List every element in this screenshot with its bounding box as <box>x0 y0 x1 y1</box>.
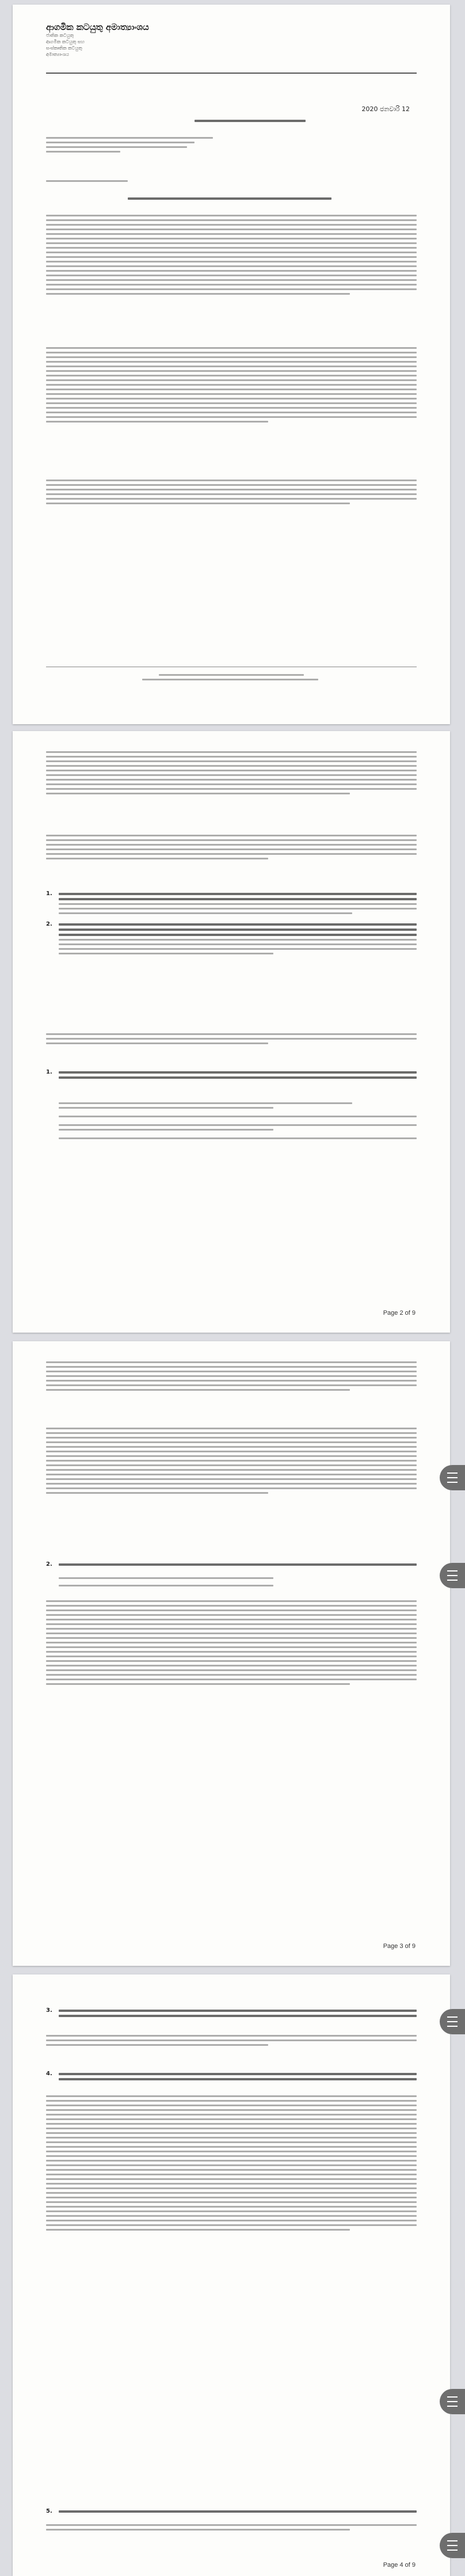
document-page-1 <box>13 5 450 724</box>
numbered-list <box>46 886 417 961</box>
section-heading-5: 5. <box>46 2504 417 2519</box>
paragraph-11 <box>46 2092 417 2233</box>
paragraph-8 <box>46 1425 417 1497</box>
paragraph-10 <box>46 2032 417 2049</box>
page-number: Page 2 of 9 <box>383 1310 416 1316</box>
paragraph-1 <box>46 212 417 298</box>
reference-block <box>46 117 417 125</box>
paragraph-5 <box>46 832 417 862</box>
scroll-handle-button[interactable] <box>440 2389 465 2414</box>
sub-items <box>59 1574 417 1589</box>
addressee-block <box>46 134 417 155</box>
letterhead-line: ආගමික කටයුතු සහ <box>46 39 85 44</box>
letter-date: 2020 ජනවාරි 12 <box>361 105 410 113</box>
section-heading-3: 3. <box>46 2003 417 2023</box>
letterhead-line: ජාතික කටයුතු <box>46 33 74 38</box>
footer-address <box>128 671 335 683</box>
scroll-handle-button[interactable] <box>440 1563 465 1588</box>
letterhead-title: ආගමික කටයුතු අමාත්‍යාංශය <box>46 22 149 32</box>
list-item: 2. <box>46 920 417 957</box>
scroll-handle-button[interactable] <box>440 1465 465 1490</box>
subject-line <box>46 195 417 203</box>
sub-items <box>59 1099 417 1142</box>
page-number: Page 4 of 9 <box>383 2562 416 2569</box>
document-page-3 <box>13 1341 450 1966</box>
letterhead <box>46 22 219 58</box>
paragraph-2 <box>46 344 417 425</box>
scroll-handle-button[interactable] <box>440 2009 465 2034</box>
paragraph-7 <box>46 1359 417 1394</box>
paragraph-3 <box>46 477 417 507</box>
paragraph-6 <box>46 1030 417 1047</box>
paragraph-12 <box>46 2521 417 2533</box>
letterhead-line: සංස්කෘතික කටයුතු <box>46 45 82 51</box>
document-page-2 <box>13 731 450 1333</box>
section-heading-4: 4. <box>46 2067 417 2087</box>
paragraph-9 <box>46 1597 417 1688</box>
document-page-4 <box>13 1974 450 2576</box>
section-heading-2: 2. <box>46 1557 417 1572</box>
list-item: 1. <box>46 890 417 917</box>
page-number: Page 3 of 9 <box>383 1943 416 1950</box>
letterhead-line: අමාත්‍යාංශය <box>46 52 69 57</box>
letterhead-divider <box>46 73 417 74</box>
section-heading-1: 1. <box>46 1065 417 1085</box>
scroll-handle-button[interactable] <box>440 2533 465 2558</box>
salutation <box>46 177 417 185</box>
paragraph-4 <box>46 748 417 797</box>
